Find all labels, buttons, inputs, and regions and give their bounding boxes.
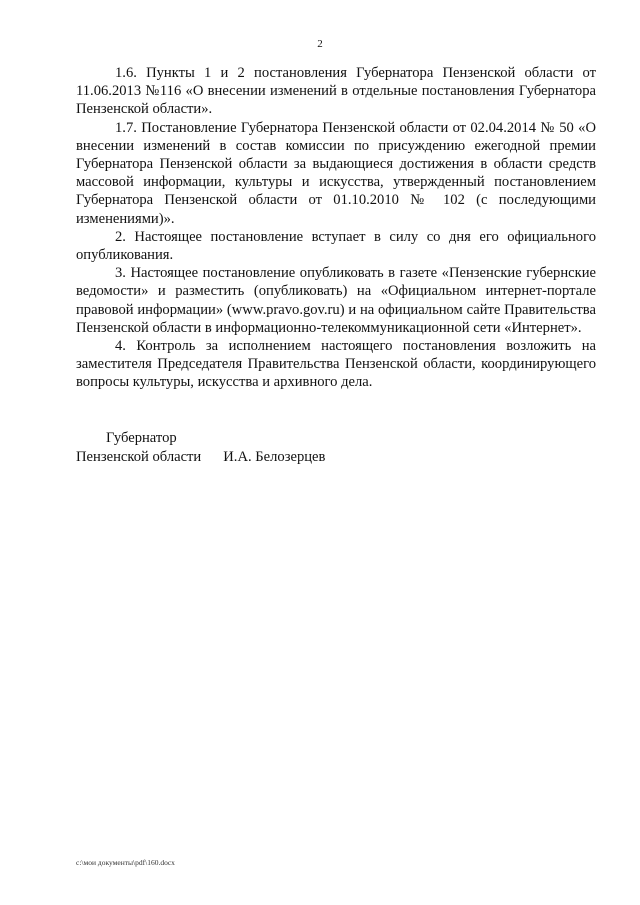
paragraph-1-7: 1.7. Постановление Губернатора Пензенской области от 02.04.2014 № 50 «О внесении изменений в состав комиссии по присуждению ежегодной премии Губернатора Пензенской области за выдающиеся достижения в области средств массовой информации, культуры и искусства, утвержденный постановлением Губернатора Пензенской области от 01.10.2010 № 102 (с последующими изменениями)».	[76, 119, 596, 227]
paragraph-2: 2. Настоящее постановление вступает в силу со дня его официального опубликования.	[76, 228, 596, 264]
signature-title-line-1: Губернатор	[106, 430, 177, 446]
signature-title-line-2: Пензенской области	[76, 449, 202, 465]
paragraph-3: 3. Настоящее постановление опубликовать в газете «Пензенские губернские ведомости» и разместить (опубликовать) на «Официальном интернет-портале правовой информации» (www.pravo.gov.ru) и на официальном сайте Правительства Пензенской области в информационно-телекоммуникационной сети «Интернет».	[76, 265, 596, 336]
paragraph-4: 4. Контроль за исполнением настоящего постановления возложить на заместителя Председателя Правительства Пензенской области, координирующего вопросы культуры, искусства и архивного дела.	[76, 338, 596, 391]
footer-file-path: c:\мои документы\pdf\160.docx	[76, 858, 175, 867]
page-number: 2	[317, 38, 323, 50]
paragraph-1-6: 1.6. Пункты 1 и 2 постановления Губернатора Пензенской области от 11.06.2013 №116 «О внесении изменений в отдельные постановления Губернатора Пензенской области».	[76, 65, 596, 118]
signature-row	[76, 448, 476, 467]
document-body	[76, 64, 596, 392]
signature-name: И.А. Белозерцев	[223, 449, 326, 465]
signature-block	[76, 429, 476, 467]
